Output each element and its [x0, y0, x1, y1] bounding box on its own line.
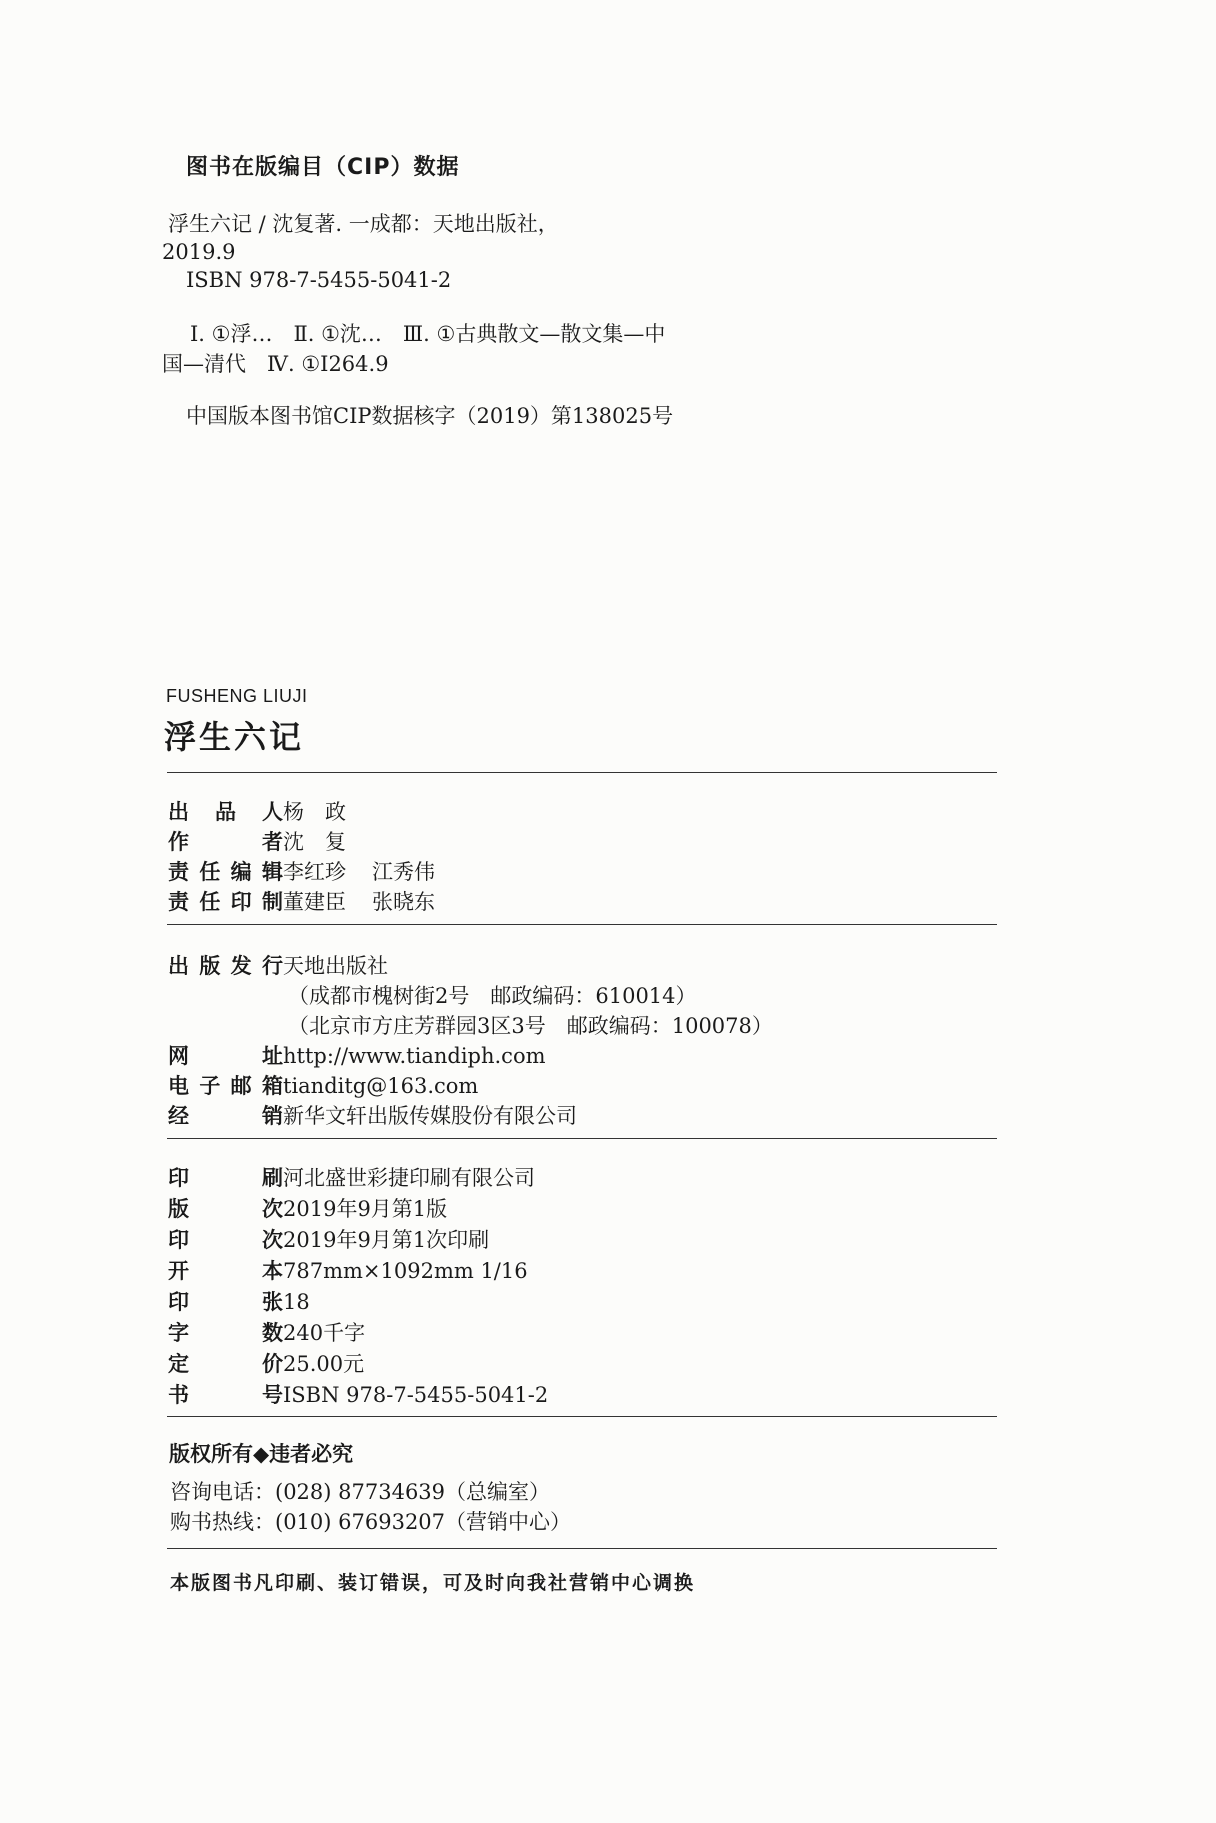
credit-label: 作 者 [168, 830, 283, 854]
spec-value: 25.00元 [283, 1352, 365, 1376]
publisher-address-beijing: （北京市方庄芳群园3区3号 邮政编码：100078） [288, 1014, 773, 1038]
cip-line-4: Ⅰ. ①浮… Ⅱ. ①沈… Ⅲ. ①古典散文—散文集—中 [190, 322, 666, 346]
distributor-name: 新华文轩出版传媒股份有限公司 [283, 1104, 577, 1128]
spec-value: 787mm×1092mm 1/16 [283, 1259, 528, 1283]
email-link[interactable]: tianditg@163.com [283, 1074, 479, 1098]
spec-row [168, 1286, 310, 1316]
spec-row [168, 1348, 364, 1378]
credit-label: 责 任 编 辑 [168, 860, 283, 884]
cip-line-6: 中国版本图书馆CIP数据核字（2019）第138025号 [186, 404, 674, 428]
publisher-label: 出 版 发 行 [168, 954, 283, 978]
website-label: 网 址 [168, 1044, 283, 1068]
email-row [168, 1070, 478, 1100]
book-title: 浮生六记 [164, 718, 305, 756]
spec-value: ISBN 978-7-5455-5041-2 [283, 1383, 549, 1407]
spec-label: 字 数 [168, 1321, 283, 1345]
spec-row [168, 1224, 489, 1254]
spec-label: 开 本 [168, 1259, 283, 1283]
email-label: 电 子 邮 箱 [168, 1074, 283, 1098]
book-title-pinyin: FUSHENG LIUJI [166, 686, 308, 706]
divider [167, 1548, 997, 1549]
spec-value: 240千字 [283, 1321, 366, 1345]
spec-row [168, 1379, 548, 1409]
spec-label: 印 张 [168, 1290, 283, 1314]
inquiry-phone: 咨询电话：(028) 87734639（总编室） [170, 1480, 551, 1504]
divider [167, 1138, 997, 1139]
website-link[interactable]: http://www.tiandiph.com [283, 1044, 546, 1068]
cip-line-5: 国—清代 Ⅳ. ①I264.9 [162, 352, 389, 376]
cip-heading: 图书在版编目（CIP）数据 [186, 155, 460, 180]
spec-value: 河北盛世彩捷印刷有限公司 [283, 1166, 535, 1190]
publisher-row [168, 950, 388, 980]
credit-label: 出 品 人 [168, 800, 283, 824]
publisher-address-chengdu: （成都市槐树街2号 邮政编码：610014） [288, 984, 697, 1008]
cip-isbn: ISBN 978-7-5455-5041-2 [186, 268, 452, 292]
divider [167, 924, 997, 925]
website-row [168, 1040, 546, 1070]
spec-row [168, 1317, 365, 1347]
spec-value: 2019年9月第1次印刷 [283, 1228, 490, 1252]
credit-row [168, 796, 346, 826]
spec-label: 印 刷 [168, 1166, 283, 1190]
credit-label: 责 任 印 制 [168, 890, 283, 914]
divider [167, 1416, 997, 1417]
spec-label: 印 次 [168, 1228, 283, 1252]
divider [167, 772, 997, 773]
replacement-notice: 本版图书凡印刷、装订错误，可及时向我社营销中心调换 [170, 1572, 696, 1594]
spec-row [168, 1193, 447, 1223]
spec-label: 定 价 [168, 1352, 283, 1376]
spec-label: 书 号 [168, 1383, 283, 1407]
publisher-name: 天地出版社 [283, 954, 388, 978]
cip-line-2: 2019.9 [162, 240, 236, 264]
sales-hotline: 购书热线：(010) 67693207（营销中心） [170, 1510, 572, 1534]
cip-line-1: 浮生六记 / 沈复著. 一成都：天地出版社， [168, 212, 559, 236]
spec-row [168, 1162, 535, 1192]
credit-row [168, 886, 435, 916]
spec-label: 版 次 [168, 1197, 283, 1221]
credit-value: 董建臣 张晓东 [283, 890, 435, 914]
credit-value: 杨 政 [283, 800, 346, 824]
spec-value: 2019年9月第1版 [283, 1197, 448, 1221]
spec-row [168, 1255, 528, 1285]
credit-value: 李红珍 江秀伟 [283, 860, 435, 884]
distributor-label: 经 销 [168, 1104, 283, 1128]
credit-row [168, 826, 346, 856]
credit-row [168, 856, 435, 886]
distributor-row [168, 1100, 577, 1130]
credit-value: 沈 复 [283, 830, 346, 854]
spec-value: 18 [283, 1290, 310, 1314]
rights-statement: 版权所有◆违者必究 [169, 1442, 354, 1466]
